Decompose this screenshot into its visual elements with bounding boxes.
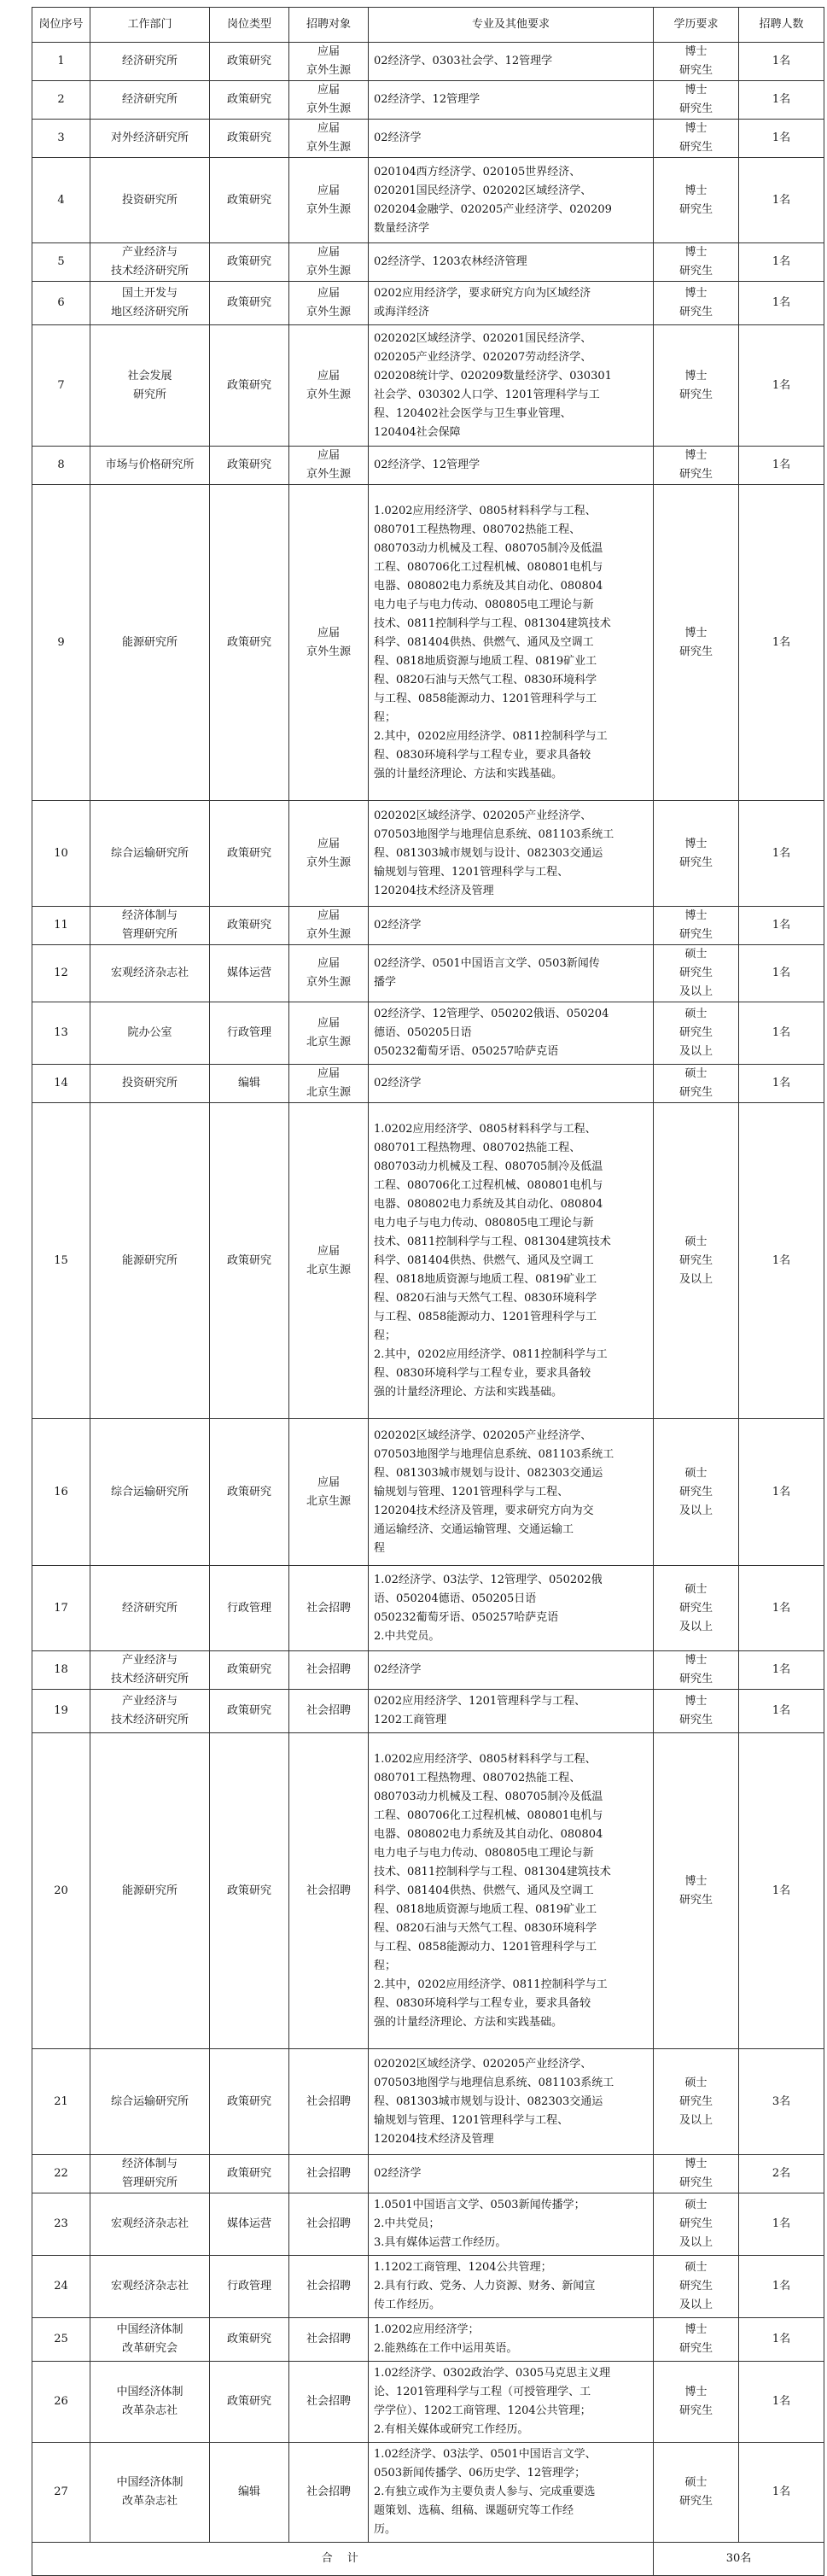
cell-type: 政策研究 [210, 485, 289, 801]
cell-no: 4 [32, 158, 90, 243]
cell-req: 02经济学 [369, 907, 654, 945]
cell-target: 应届 京外生源 [289, 43, 369, 81]
cell-target: 应届 京外生源 [289, 325, 369, 447]
cell-target: 应届 京外生源 [289, 158, 369, 243]
cell-no: 11 [32, 907, 90, 945]
cell-dept: 产业经济与 技术经济研究所 [90, 1690, 210, 1733]
cell-target: 应届 北京生源 [289, 1103, 369, 1419]
table-row [32, 447, 824, 485]
table-row [32, 325, 824, 447]
header-cell-no: 岗位序号 [32, 8, 90, 43]
cell-no: 20 [32, 1733, 90, 2049]
cell-dept: 经济研究所 [90, 1566, 210, 1651]
cell-no: 15 [32, 1103, 90, 1419]
cell-edu: 硕士 研究生 及以上 [654, 1002, 739, 1065]
cell-type: 政策研究 [210, 1733, 289, 2049]
cell-req: 02经济学 [369, 120, 654, 158]
cell-no: 26 [32, 2362, 90, 2443]
cell-type: 政策研究 [210, 447, 289, 485]
cell-num: 1名 [739, 43, 824, 81]
cell-req: 02经济学 [369, 2155, 654, 2193]
cell-req: 02经济学、0501中国语言文学、0503新闻传 播学 [369, 945, 654, 1002]
cell-num: 1名 [739, 1002, 824, 1065]
table-row [32, 1566, 824, 1651]
cell-edu: 博士 研究生 [654, 1733, 739, 2049]
cell-edu: 博士 研究生 [654, 485, 739, 801]
cell-num: 1名 [739, 1733, 824, 2049]
cell-req: 1.0202应用经济学、0805材料科学与工程、 080701工程热物理、080702热能工程、 080703动力机械及工程、080705制冷及低温 工程、080706化工过程机械、080801电机与 电器、080802电力系统及其自动化、080804 电力电子与电力传动、080805电工理论与新 技术、0811控制科学与工程、081304建筑技术 科学、081404供热、供燃气、通风及空调工 程、0818地质资源与地质工程、0819矿业工 程、0820石油与天然气工程、0830环境科学 与工程、0858能源动力、1201管理科学与工 程； 2.其中，0202应用经济学、0811控制科学与工 程、0830环境科学与工程专业，要求具备较 强的计量经济理论、方法和实践基础。 [369, 1733, 654, 2049]
cell-type: 政策研究 [210, 2155, 289, 2193]
cell-type: 政策研究 [210, 1419, 289, 1566]
table-row [32, 2256, 824, 2318]
cell-num: 1名 [739, 2318, 824, 2362]
cell-dept: 宏观经济杂志社 [90, 2193, 210, 2256]
cell-type: 政策研究 [210, 43, 289, 81]
total-value: 30名 [654, 2543, 824, 2576]
cell-target: 应届 北京生源 [289, 1065, 369, 1103]
cell-edu: 硕士 研究生 及以上 [654, 945, 739, 1002]
table-row [32, 282, 824, 325]
cell-dept: 经济研究所 [90, 43, 210, 81]
table-row [32, 485, 824, 801]
cell-req: 1.02经济学、03法学、0501中国语言文学、 0503新闻传播学、06历史学、12管理学； 2.有独立或作为主要负责人参与、完成重要选 题策划、选稿、组稿、课题研究等工作经 历。 [369, 2443, 654, 2543]
table-row [32, 1690, 824, 1733]
cell-type: 行政管理 [210, 2256, 289, 2318]
cell-edu: 博士 研究生 [654, 120, 739, 158]
cell-type: 政策研究 [210, 2049, 289, 2155]
cell-req: 1.0501中国语言文学、0503新闻传播学； 2.中共党员； 3.具有媒体运营工作经历。 [369, 2193, 654, 2256]
cell-req: 1.1202工商管理、1204公共管理； 2.具有行政、党务、人力资源、财务、新闻宣 传工作经历。 [369, 2256, 654, 2318]
cell-num: 1名 [739, 2193, 824, 2256]
cell-edu: 硕士 研究生 [654, 2443, 739, 2543]
cell-type: 政策研究 [210, 158, 289, 243]
cell-no: 12 [32, 945, 90, 1002]
cell-dept: 投资研究所 [90, 158, 210, 243]
table-row [32, 43, 824, 81]
cell-target: 应届 北京生源 [289, 1419, 369, 1566]
cell-no: 14 [32, 1065, 90, 1103]
cell-num: 1名 [739, 1651, 824, 1690]
cell-req: 1.02经济学、03法学、12管理学、050202俄 语、050204德语、050205日语 050232葡萄牙语、050257哈萨克语 2.中共党员。 [369, 1566, 654, 1651]
cell-type: 行政管理 [210, 1566, 289, 1651]
cell-dept: 中国经济体制 改革研究会 [90, 2318, 210, 2362]
cell-dept: 经济体制与 管理研究所 [90, 2155, 210, 2193]
cell-target: 应届 京外生源 [289, 907, 369, 945]
cell-dept: 国土开发与 地区经济研究所 [90, 282, 210, 325]
table-row [32, 1002, 824, 1065]
cell-target: 应届 京外生源 [289, 282, 369, 325]
cell-req: 020202区域经济学、020205产业经济学、 070503地图学与地理信息系统、081103系统工 程、081303城市规划与设计、082303交通运 输规划与管理、1201管理科学与工程、 120204技术经济及管理，要求研究方向为交 通运输经济、交通运输管理、交通运输工 程 [369, 1419, 654, 1566]
total-row [32, 2543, 824, 2576]
cell-target: 社会招聘 [289, 1690, 369, 1733]
cell-no: 6 [32, 282, 90, 325]
cell-num: 1名 [739, 1065, 824, 1103]
total-label: 合 计 [32, 2543, 654, 2576]
table-row [32, 945, 824, 1002]
table-row [32, 158, 824, 243]
cell-num: 1名 [739, 801, 824, 907]
cell-target: 应届 北京生源 [289, 1002, 369, 1065]
cell-num: 1名 [739, 158, 824, 243]
cell-type: 政策研究 [210, 1690, 289, 1733]
cell-type: 政策研究 [210, 243, 289, 282]
cell-dept: 中国经济体制 改革杂志社 [90, 2443, 210, 2543]
cell-edu: 博士 研究生 [654, 2155, 739, 2193]
cell-edu: 硕士 研究生 及以上 [654, 1566, 739, 1651]
cell-target: 社会招聘 [289, 2443, 369, 2543]
cell-req: 0202应用经济学、1201管理科学与工程、 1202工商管理 [369, 1690, 654, 1733]
cell-target: 应届 京外生源 [289, 120, 369, 158]
cell-edu: 博士 研究生 [654, 81, 739, 120]
cell-num: 1名 [739, 81, 824, 120]
cell-no: 27 [32, 2443, 90, 2543]
cell-type: 政策研究 [210, 801, 289, 907]
cell-num: 2名 [739, 2155, 824, 2193]
table-row [32, 1651, 824, 1690]
cell-target: 应届 京外生源 [289, 81, 369, 120]
cell-dept: 产业经济与 技术经济研究所 [90, 243, 210, 282]
cell-target: 应届 京外生源 [289, 243, 369, 282]
cell-edu: 博士 研究生 [654, 1651, 739, 1690]
cell-no: 5 [32, 243, 90, 282]
cell-req: 020202区域经济学、020205产业经济学、 070503地图学与地理信息系统、081103系统工 程、081303城市规划与设计、082303交通运 输规划与管理、1201管理科学与工程、 120204技术经济及管理 [369, 801, 654, 907]
table-row [32, 2318, 824, 2362]
cell-dept: 投资研究所 [90, 1065, 210, 1103]
cell-req: 1.02经济学、0302政治学、0305马克思主义理 论、1201管理科学与工程（可授管理学、工 学学位）、1202工商管理、1204公共管理； 2.有相关媒体或研究工作经历。 [369, 2362, 654, 2443]
cell-num: 1名 [739, 945, 824, 1002]
cell-no: 8 [32, 447, 90, 485]
cell-type: 政策研究 [210, 81, 289, 120]
cell-target: 社会招聘 [289, 1566, 369, 1651]
cell-target: 社会招聘 [289, 2155, 369, 2193]
cell-no: 23 [32, 2193, 90, 2256]
cell-target: 社会招聘 [289, 1651, 369, 1690]
cell-dept: 宏观经济杂志社 [90, 2256, 210, 2318]
cell-target: 社会招聘 [289, 2049, 369, 2155]
cell-target: 应届 京外生源 [289, 945, 369, 1002]
cell-no: 1 [32, 43, 90, 81]
cell-dept: 市场与价格研究所 [90, 447, 210, 485]
cell-type: 政策研究 [210, 120, 289, 158]
cell-dept: 经济研究所 [90, 81, 210, 120]
cell-target: 应届 京外生源 [289, 801, 369, 907]
cell-num: 1名 [739, 243, 824, 282]
header-cell-edu: 学历要求 [654, 8, 739, 43]
cell-dept: 中国经济体制 改革杂志社 [90, 2362, 210, 2443]
cell-edu: 硕士 研究生 [654, 1065, 739, 1103]
recruitment-table [32, 7, 824, 2576]
header-cell-num: 招聘人数 [739, 8, 824, 43]
cell-target: 社会招聘 [289, 2256, 369, 2318]
cell-req: 1.0202应用经济学； 2.能熟练在工作中运用英语。 [369, 2318, 654, 2362]
cell-no: 7 [32, 325, 90, 447]
cell-req: 02经济学、12管理学 [369, 81, 654, 120]
cell-no: 25 [32, 2318, 90, 2362]
cell-edu: 博士 研究生 [654, 907, 739, 945]
cell-edu: 博士 研究生 [654, 282, 739, 325]
cell-req: 02经济学、0303社会学、12管理学 [369, 43, 654, 81]
cell-type: 编辑 [210, 2443, 289, 2543]
cell-req: 1.0202应用经济学、0805材料科学与工程、 080701工程热物理、080702热能工程、 080703动力机械及工程、080705制冷及低温 工程、080706化工过程机械、080801电机与 电器、080802电力系统及其自动化、080804 电力电子与电力传动、080805电工理论与新 技术、0811控制科学与工程、081304建筑技术 科学、081404供热、供燃气、通风及空调工 程、0818地质资源与地质工程、0819矿业工 程、0820石油与天然气工程、0830环境科学 与工程、0858能源动力、1201管理科学与工 程； 2.其中，0202应用经济学、0811控制科学与工 程、0830环境科学与工程专业，要求具备较 强的计量经济理论、方法和实践基础。 [369, 1103, 654, 1419]
cell-dept: 综合运输研究所 [90, 1419, 210, 1566]
table-row [32, 2155, 824, 2193]
cell-req: 1.0202应用经济学、0805材料科学与工程、 080701工程热物理、080702热能工程、 080703动力机械及工程、080705制冷及低温 工程、080706化工过程机械、080801电机与 电器、080802电力系统及其自动化、080804 电力电子与电力传动、080805电工理论与新 技术、0811控制科学与工程、081304建筑技术 科学、081404供热、供燃气、通风及空调工 程、0818地质资源与地质工程、0819矿业工 程、0820石油与天然气工程、0830环境科学 与工程、0858能源动力、1201管理科学与工 程； 2.其中，0202应用经济学、0811控制科学与工 程、0830环境科学与工程专业，要求具备较 强的计量经济理论、方法和实践基础。 [369, 485, 654, 801]
cell-type: 政策研究 [210, 325, 289, 447]
cell-target: 应届 京外生源 [289, 447, 369, 485]
cell-no: 22 [32, 2155, 90, 2193]
cell-dept: 社会发展 研究所 [90, 325, 210, 447]
cell-num: 1名 [739, 447, 824, 485]
cell-dept: 综合运输研究所 [90, 801, 210, 907]
cell-edu: 博士 研究生 [654, 243, 739, 282]
cell-edu: 博士 研究生 [654, 1690, 739, 1733]
cell-edu: 硕士 研究生 及以上 [654, 2049, 739, 2155]
cell-dept: 院办公室 [90, 1002, 210, 1065]
cell-no: 10 [32, 801, 90, 907]
cell-edu: 博士 研究生 [654, 2318, 739, 2362]
cell-dept: 能源研究所 [90, 1103, 210, 1419]
header-cell-type: 岗位类型 [210, 8, 289, 43]
cell-edu: 硕士 研究生 及以上 [654, 1419, 739, 1566]
cell-no: 9 [32, 485, 90, 801]
header-cell-dept: 工作部门 [90, 8, 210, 43]
cell-no: 24 [32, 2256, 90, 2318]
cell-type: 政策研究 [210, 1651, 289, 1690]
cell-dept: 能源研究所 [90, 485, 210, 801]
cell-num: 1名 [739, 2362, 824, 2443]
cell-edu: 博士 研究生 [654, 325, 739, 447]
cell-req: 02经济学、12管理学 [369, 447, 654, 485]
cell-edu: 博士 研究生 [654, 2362, 739, 2443]
cell-type: 政策研究 [210, 2362, 289, 2443]
cell-num: 1名 [739, 1419, 824, 1566]
cell-edu: 博士 研究生 [654, 447, 739, 485]
cell-edu: 博士 研究生 [654, 801, 739, 907]
cell-edu: 硕士 研究生 及以上 [654, 1103, 739, 1419]
cell-num: 1名 [739, 325, 824, 447]
table-row [32, 1419, 824, 1566]
cell-req: 0202应用经济学，要求研究方向为区域经济 或海洋经济 [369, 282, 654, 325]
cell-target: 社会招聘 [289, 2193, 369, 2256]
cell-no: 19 [32, 1690, 90, 1733]
cell-type: 政策研究 [210, 907, 289, 945]
cell-edu: 博士 研究生 [654, 43, 739, 81]
cell-edu: 博士 研究生 [654, 158, 739, 243]
cell-num: 1名 [739, 1103, 824, 1419]
table-row [32, 2049, 824, 2155]
cell-target: 应届 京外生源 [289, 485, 369, 801]
cell-target: 社会招聘 [289, 2362, 369, 2443]
cell-num: 1名 [739, 1566, 824, 1651]
cell-num: 1名 [739, 907, 824, 945]
table-row [32, 120, 824, 158]
cell-no: 13 [32, 1002, 90, 1065]
cell-num: 1名 [739, 2256, 824, 2318]
cell-dept: 综合运输研究所 [90, 2049, 210, 2155]
cell-type: 编辑 [210, 1065, 289, 1103]
cell-type: 政策研究 [210, 282, 289, 325]
cell-no: 21 [32, 2049, 90, 2155]
cell-req: 020202区域经济学、020201国民经济学、 020205产业经济学、020207劳动经济学、 020208统计学、020209数量经济学、030301 社会学、030302人口学、1201管理科学与工 程、120402社会医学与卫生事业管理、 120404社会保障 [369, 325, 654, 447]
cell-no: 16 [32, 1419, 90, 1566]
header-cell-target: 招聘对象 [289, 8, 369, 43]
table-row [32, 1065, 824, 1103]
table-row [32, 801, 824, 907]
cell-no: 2 [32, 81, 90, 120]
cell-req: 02经济学 [369, 1065, 654, 1103]
table-row [32, 243, 824, 282]
table-row [32, 2362, 824, 2443]
cell-no: 18 [32, 1651, 90, 1690]
cell-dept: 宏观经济杂志社 [90, 945, 210, 1002]
cell-target: 社会招聘 [289, 1733, 369, 2049]
table-body [32, 43, 824, 2543]
cell-req: 020202区域经济学、020205产业经济学、 070503地图学与地理信息系统、081103系统工 程、081303城市规划与设计、082303交通运 输规划与管理、1201管理科学与工程、 120204技术经济及管理 [369, 2049, 654, 2155]
cell-no: 3 [32, 120, 90, 158]
cell-type: 行政管理 [210, 1002, 289, 1065]
cell-type: 媒体运营 [210, 2193, 289, 2256]
header-cell-req: 专业及其他要求 [369, 8, 654, 43]
table-row [32, 1103, 824, 1419]
cell-dept: 经济体制与 管理研究所 [90, 907, 210, 945]
cell-num: 3名 [739, 2049, 824, 2155]
cell-type: 政策研究 [210, 1103, 289, 1419]
recruitment-table-sheet [32, 7, 824, 2576]
cell-edu: 硕士 研究生 及以上 [654, 2193, 739, 2256]
cell-edu: 硕士 研究生 及以上 [654, 2256, 739, 2318]
cell-num: 1名 [739, 1690, 824, 1733]
header-row [32, 8, 824, 43]
cell-num: 1名 [739, 2443, 824, 2543]
table-row [32, 2443, 824, 2543]
cell-req: 02经济学、12管理学、050202俄语、050204 德语、050205日语 050232葡萄牙语、050257哈萨克语 [369, 1002, 654, 1065]
cell-num: 1名 [739, 282, 824, 325]
cell-req: 02经济学、1203农林经济管理 [369, 243, 654, 282]
cell-target: 社会招聘 [289, 2318, 369, 2362]
cell-req: 02经济学 [369, 1651, 654, 1690]
cell-type: 政策研究 [210, 2318, 289, 2362]
cell-req: 020104西方经济学、020105世界经济、 020201国民经济学、020202区域经济学、 020204金融学、020205产业经济学、020209 数量经济学 [369, 158, 654, 243]
cell-dept: 能源研究所 [90, 1733, 210, 2049]
cell-type: 媒体运营 [210, 945, 289, 1002]
cell-dept: 对外经济研究所 [90, 120, 210, 158]
cell-num: 1名 [739, 120, 824, 158]
table-row [32, 907, 824, 945]
table-row [32, 81, 824, 120]
table-row [32, 1733, 824, 2049]
table-row [32, 2193, 824, 2256]
cell-num: 1名 [739, 485, 824, 801]
cell-no: 17 [32, 1566, 90, 1651]
cell-dept: 产业经济与 技术经济研究所 [90, 1651, 210, 1690]
